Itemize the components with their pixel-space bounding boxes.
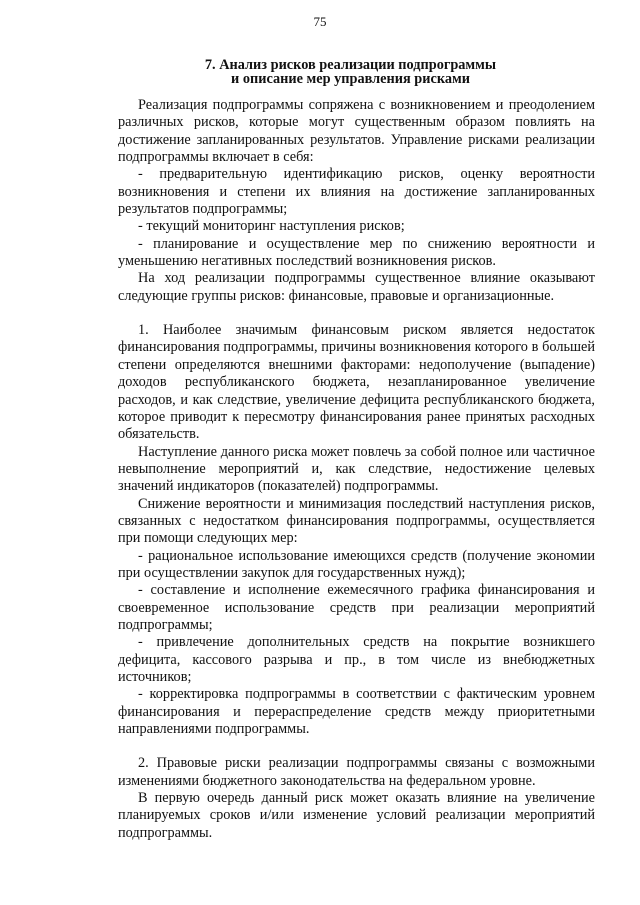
list-item-adjustment: - корректировка подпрограммы в соответствии с фактическим уровнем финансирования и перераспределение средств между приоритетными направлениями подпрограммы.: [118, 686, 595, 738]
paragraph-intro: Реализация подпрограммы сопряжена с возникновением и преодолением различных рисков, которые могут существенным образом повлиять на достижение запланированных результатов. Управление рисками реализации подпрограммы включает в себя:: [118, 97, 595, 166]
document-body: [118, 97, 595, 842]
list-item-rational-use: - рациональное использование имеющихся средств (получение экономии при осуществлении закупок для государственных нужд);: [118, 547, 595, 581]
paragraph-financial-risk: 1. Наиболее значимым финансовым риском является недостаток финансирования подпрограммы, причины возникновения которого в большей степени определяются внешними факторами: недополучение (выпадение) доходов республиканского бюджета, незапланированное увеличение расходов, и как следствие, увеличение дефицита республиканского бюджета, которое приводит к пересмотру финансирования ранее принятых расходных обязательств.: [118, 322, 595, 443]
paragraph-risk-groups: На ход реализации подпрограммы существенное влияние оказывают следующие группы рисков: финансовые, правовые и организационные.: [118, 270, 595, 304]
section-heading-line-2: и описание мер управления рисками: [231, 71, 470, 87]
paragraph-mitigation-measures: Снижение вероятности и минимизация последствий наступления рисков, связанных с недостатком финансирования подпрограммы, осуществляется при помощи следующих мер:: [118, 495, 595, 547]
paragraph-legal-risk: 2. Правовые риски реализации подпрограммы связаны с возможными изменениями бюджетного законодательства на федеральном уровне.: [118, 755, 595, 789]
list-item-planning: - планирование и осуществление мер по снижению вероятности и уменьшению негативных последствий возникновения рисков.: [118, 235, 595, 270]
section-heading-line-1: 7. Анализ рисков реализации подпрограммы: [204, 57, 497, 73]
list-item-identification: - предварительную идентификацию рисков, оценку вероятности возникновения и степени их влияния на достижение запланированных результатов подпрограммы;: [118, 166, 595, 218]
list-item-additional-funds: - привлечение дополнительных средств на покрытие возникшего дефицита, кассового разрыва и пр., в том числе из внебюджетных источников;: [118, 634, 595, 685]
paragraph-risk-consequences: Наступление данного риска может повлечь за собой полное или частичное невыполнение мероприятий и, как следствие, недостижение целевых значений индикаторов (показателей) подпрограммы.: [118, 443, 595, 495]
section-heading: [118, 58, 583, 86]
paragraph-legal-risk-impact: В первую очередь данный риск может оказать влияние на увеличение планируемых сроков и/или изменение условий реализации мероприятий подпрограммы.: [118, 790, 595, 841]
list-item-monitoring: - текущий мониторинг наступления рисков;: [138, 218, 405, 235]
list-item-monthly-schedule: - составление и исполнение ежемесячного графика финансирования и своевременное использование средств при реализации мероприятий подпрограммы;: [118, 582, 595, 633]
page-number: 75: [313, 14, 327, 29]
